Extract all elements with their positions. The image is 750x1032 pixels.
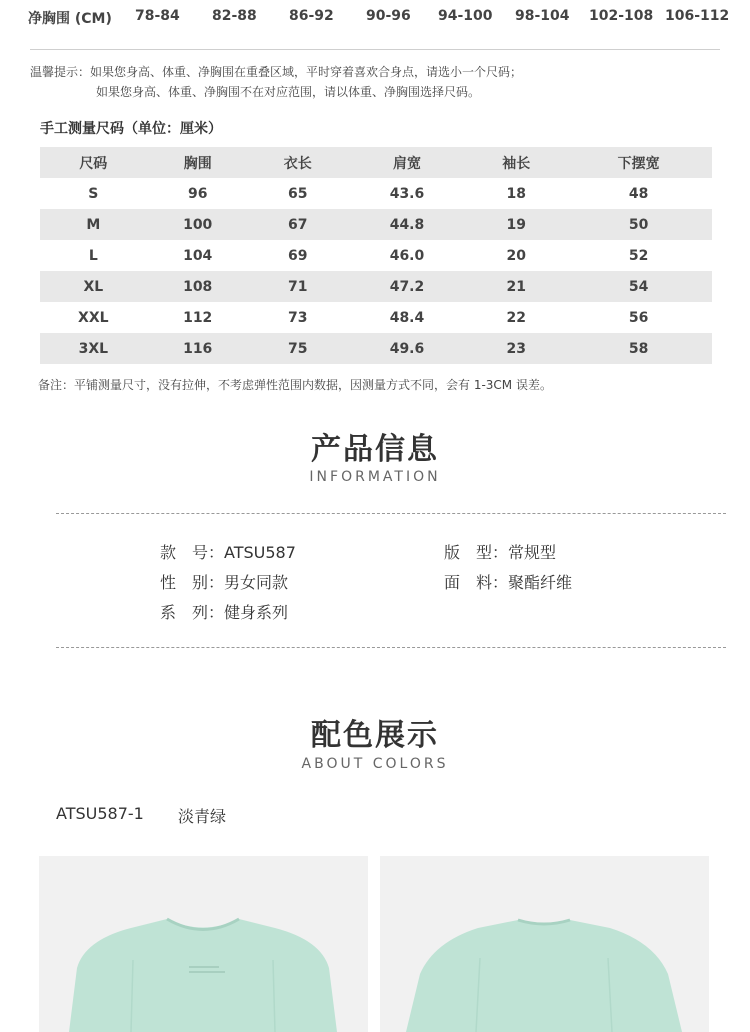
table-cell: 19 bbox=[506, 216, 526, 233]
chest-value: 82-88 bbox=[212, 8, 257, 24]
info-label: 性 别： bbox=[160, 573, 225, 592]
table-header-cell: 袖长 bbox=[467, 147, 565, 178]
colors-title: 配色展示 bbox=[311, 718, 439, 753]
table-cell: 54 bbox=[628, 278, 649, 295]
chest-value: 106-112 bbox=[665, 8, 730, 24]
info-item-fabric bbox=[444, 570, 572, 593]
table-row bbox=[40, 271, 712, 302]
table-cell: 71 bbox=[287, 278, 308, 295]
table-cell: 52 bbox=[628, 247, 649, 264]
info-label: 面 料： bbox=[444, 573, 509, 592]
info-value: 常规型 bbox=[508, 543, 557, 562]
chest-value: 90-96 bbox=[366, 8, 411, 24]
table-header-cell: 肩宽 bbox=[347, 147, 468, 178]
table-cell: XL bbox=[83, 278, 104, 295]
table-row bbox=[40, 240, 712, 271]
table-cell: 48.4 bbox=[389, 309, 425, 326]
table-cell: 20 bbox=[506, 247, 526, 264]
table-cell: 67 bbox=[287, 216, 308, 233]
info-label: 款 号： bbox=[160, 543, 225, 562]
chest-value: 86-92 bbox=[289, 8, 334, 24]
table-header-cell: 衣长 bbox=[249, 147, 347, 178]
size-table bbox=[40, 147, 712, 364]
tshirt-print bbox=[189, 971, 225, 973]
table-cell: 112 bbox=[183, 309, 213, 326]
table-row bbox=[40, 333, 712, 364]
table-cell: 65 bbox=[287, 185, 308, 202]
table-header-cell: 胸围 bbox=[147, 147, 249, 178]
info-value: 男女同款 bbox=[224, 573, 289, 592]
tshirt-body bbox=[406, 920, 682, 1032]
colors-subtitle: ABOUT COLORS bbox=[301, 756, 449, 772]
info-value: ATSU587 bbox=[224, 543, 296, 562]
size-tip-line-1: 温馨提示：如果您身高、体重、净胸围在重叠区域，平时穿着喜欢合身点，请选小一个尺码； bbox=[30, 65, 523, 79]
chest-value: 98-104 bbox=[515, 8, 570, 24]
info-value: 健身系列 bbox=[224, 603, 289, 622]
product-photo-front bbox=[39, 856, 368, 1032]
table-cell: M bbox=[86, 216, 101, 233]
table-cell: 96 bbox=[187, 185, 208, 202]
table-cell: 116 bbox=[183, 340, 213, 357]
chest-size-row bbox=[0, 8, 750, 34]
product-info-title: 产品信息 bbox=[311, 432, 439, 467]
chest-label: 净胸围 (CM) bbox=[28, 11, 112, 27]
table-cell: 104 bbox=[183, 247, 213, 264]
table-cell: 108 bbox=[183, 278, 213, 295]
table-cell: 21 bbox=[506, 278, 526, 295]
table-cell: 50 bbox=[628, 216, 649, 233]
color-name: 淡青绿 bbox=[178, 807, 227, 826]
info-item-style-no bbox=[160, 540, 296, 563]
table-row bbox=[40, 302, 712, 333]
table-cell: 75 bbox=[287, 340, 308, 357]
chest-value: 102-108 bbox=[589, 8, 654, 24]
table-cell: 100 bbox=[183, 216, 213, 233]
table-cell: 49.6 bbox=[389, 340, 425, 357]
size-tip-line-2: 如果您身高、体重、净胸围不在对应范围，请以体重、净胸围选择尺码。 bbox=[96, 85, 481, 99]
tshirt-collar bbox=[518, 920, 570, 924]
table-header-cell: 尺码 bbox=[40, 147, 147, 178]
table-row bbox=[40, 209, 712, 240]
tshirt-front-image bbox=[39, 856, 368, 1032]
table-cell: 18 bbox=[506, 185, 526, 202]
chest-value: 78-84 bbox=[135, 8, 180, 24]
table-header-cell: 下摆宽 bbox=[565, 147, 712, 178]
divider bbox=[56, 647, 726, 648]
table-cell: 73 bbox=[287, 309, 308, 326]
table-cell: 47.2 bbox=[389, 278, 425, 295]
color-code: ATSU587-1 bbox=[56, 804, 144, 823]
table-cell: 3XL bbox=[78, 340, 109, 357]
table-cell: 58 bbox=[628, 340, 649, 357]
table-cell: L bbox=[88, 247, 98, 264]
table-header-row bbox=[40, 147, 712, 178]
table-cell: S bbox=[88, 185, 99, 202]
measure-table-title: 手工测量尺码（单位：厘米） bbox=[40, 121, 222, 137]
table-cell: 69 bbox=[287, 247, 308, 264]
info-label: 系 列： bbox=[160, 603, 225, 622]
table-cell: 44.8 bbox=[389, 216, 425, 233]
measurement-note: 备注：平铺测量尺寸，没有拉伸，不考虑弹性范围内数据，因测量方式不同，会有 1-3CM 误差。 bbox=[38, 378, 552, 392]
product-photo-back bbox=[380, 856, 709, 1032]
table-cell: 23 bbox=[506, 340, 526, 357]
tshirt-body bbox=[69, 919, 337, 1032]
tshirt-back-image bbox=[380, 856, 709, 1032]
table-cell: XXL bbox=[78, 309, 109, 326]
info-value: 聚酯纤维 bbox=[508, 573, 573, 592]
divider bbox=[56, 513, 726, 514]
info-label: 版 型： bbox=[444, 543, 509, 562]
info-item-gender bbox=[160, 570, 288, 593]
table-cell: 48 bbox=[628, 185, 649, 202]
table-row bbox=[40, 178, 712, 209]
product-info-subtitle: INFORMATION bbox=[309, 469, 441, 485]
table-cell: 46.0 bbox=[389, 247, 425, 264]
chest-value: 94-100 bbox=[438, 8, 493, 24]
table-cell: 56 bbox=[628, 309, 649, 326]
divider bbox=[30, 49, 720, 50]
info-item-fit bbox=[444, 540, 556, 563]
table-cell: 22 bbox=[506, 309, 526, 326]
info-item-series bbox=[160, 600, 288, 623]
tshirt-print bbox=[189, 966, 219, 968]
table-cell: 43.6 bbox=[389, 185, 425, 202]
